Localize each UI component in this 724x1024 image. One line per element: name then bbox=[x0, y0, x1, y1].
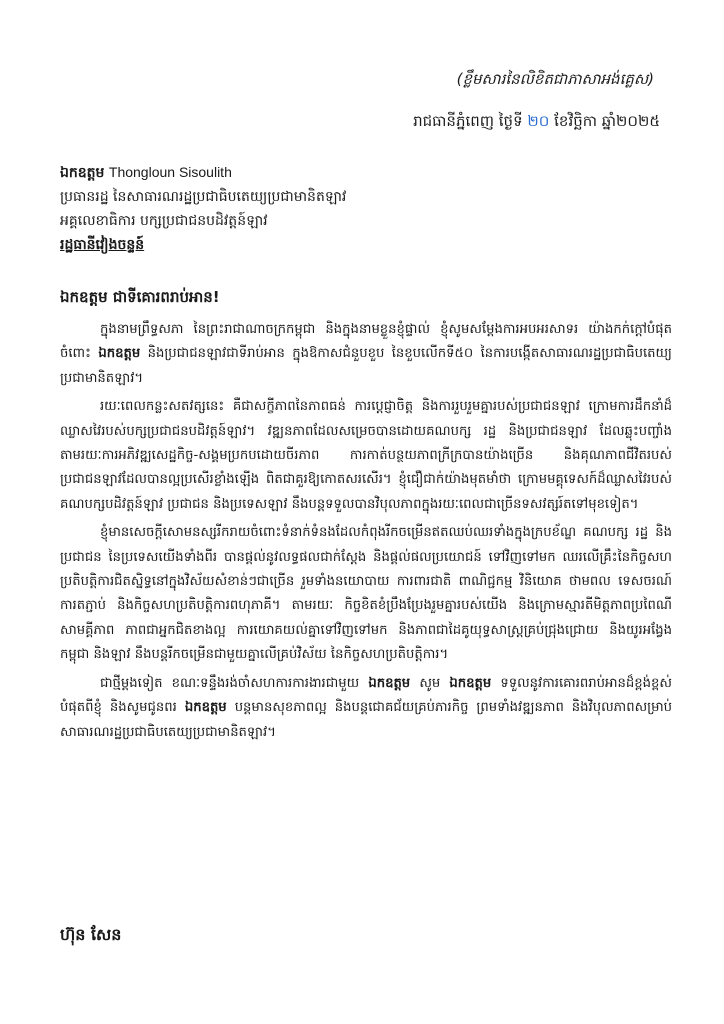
p1-text-b: និងប្រជាជនឡាវជាទីរាប់អាន ក្នុងឱកាសជំនួបខួប នៃខួបលើកទី៥០ នៃការបង្កើតសាធារណរដ្ឋប្រជាធិបតេយ្យប្រជាមានិតឡាវ។ bbox=[60, 346, 672, 386]
recipient-honorific: ឯកឧត្តម bbox=[60, 165, 105, 181]
translation-note: (ខ្លឹមសារនៃលិខិតជាភាសាអង់គ្លេស) bbox=[456, 70, 654, 88]
paragraph-3: ខ្ញុំមានសេចក្តីសោមនស្សរីករាយចំពោះទំនាក់ទំនងដែលកំពុងរីកចម្រើនឥតឈប់ឈរទាំងក្នុងក្របខ័ណ្ឌ គណបក្ស រដ្ឋ និងប្រជាជន នៃប្រទេសយើងទាំងពីរ បានផ្តល់នូវលទ្ធផលជាក់ស្តែង និងផ្តល់ផលប្រយោជន៍ ទៅវិញទៅមក ឈរលើគ្រឹះនៃកិច្ចសហប្រតិបត្តិការជិតស្និទ្ធនៅក្នុងវិស័យសំខាន់ៗជាច្រើន រួមទាំងនយោបាយ ការពារជាតិ ពាណិជ្ជកម្ម វិនិយោគ ថាមពល ទេសចរណ៍ ការតភ្ជាប់ និងកិច្ចសហប្រតិបត្តិការពហុភាគី។ តាមរយៈ កិច្ចខិតខំប្រឹងប្រែងរួមគ្នារបស់យើង និងក្រោមស្មារតីមិត្តភាពប្រពៃណី សាមគ្គីភាព ភាពជាអ្នកជិតខាងល្អ ការយោគយល់គ្នាទៅវិញទៅមក និងភាពជាដៃគូយុទ្ធសាស្ត្រគ្រប់ជ្រុងជ្រោយ និងយូរអង្វែង កម្ពុជា និងឡាវ នឹងបន្តរីកចម្រើនជាមួយគ្នាលើគ្រប់វិស័យ នៃកិច្ចសហប្រតិបត្តិការ។ bbox=[60, 525, 672, 663]
p1-text-a: ក្នុងនាមព្រឹទ្ធសភា នៃព្រះរាជាណាចក្រកម្ពុជា និងក្នុងនាមខ្លួនខ្ញុំផ្ទាល់ ខ្ញុំសូមសម្តែងការអបអរសាទរ យ៉ាងកក់ក្តៅបំផុតចំពោះ bbox=[60, 322, 672, 362]
recipient-title-1: ប្រធានរដ្ឋ នៃសាធារណរដ្ឋប្រជាធិបតេយ្យប្រជាមានិតឡាវ bbox=[60, 189, 347, 205]
date-prefix: រាជធានីភ្នំពេញ ថ្ងៃទី bbox=[413, 112, 523, 130]
recipient-block bbox=[60, 160, 670, 257]
date-line bbox=[413, 112, 660, 134]
date-day: ២០ bbox=[527, 112, 550, 130]
p4-text-a: ជាថ្មីម្តងទៀត ខណៈទន្ទឹងរង់ចាំសហការការងារជាមួយ bbox=[100, 675, 360, 691]
p4-bold-1: ឯកឧត្តម bbox=[368, 675, 411, 691]
p4-text-c: ទទួលនូវការគោរពរាប់អានដ៏ខ្ពង់ខ្ពស់បំផុតពីខ្ញុំ និងសូមជូនពរ bbox=[60, 675, 672, 716]
recipient-city: រដ្ឋធានីវៀងចន្ទន៍ bbox=[60, 237, 145, 253]
letter-body bbox=[60, 318, 672, 749]
recipient-name-line bbox=[60, 160, 670, 185]
p4-text-d: បន្តមានសុខភាពល្អ និងបន្តជោគជ័យគ្រប់ភារកិច្ច ព្រមទាំងវឌ្ឍនភាព និងវិបុលភាពសម្រាប់សាធារណរដ្ឋប្រជាធិបតេយ្យប្រជាមានិតឡាវ។ bbox=[60, 700, 672, 740]
paragraph-2: រយៈពេលកន្លះសតវត្សនេះ គឺជាសក្ខីភាពនៃភាពធន់ ការប្តេជ្ញាចិត្ត និងការរួបរួមគ្នារបស់ប្រជាជនឡាវ ក្រោមការដឹកនាំដ៏ឈ្លាសវៃរបស់បក្សប្រជាជនបដិវត្តន៍ឡាវ។ វឌ្ឍនភាពដែលសម្រេចបានដោយគណបក្ស រដ្ឋ និងប្រជាជនឡាវ ដែលឆ្លុះបញ្ចាំងតាមរយៈការអភិវឌ្ឍសេដ្ឋកិច្ច-សង្គមប្រកបដោយចីរភាព ការកាត់បន្ថយភាពក្រីក្របានយ៉ាងច្រើន និងគុណភាពជីវិតរបស់ប្រជាជនឡាវដែលបានល្អប្រសើរខ្លាំងឡើង ពិតជាគួរឱ្យកោតសរសើរ។ ខ្ញុំជឿជាក់យ៉ាងមុតមាំថា ក្រោមមគ្គុទេសក៍ដ៏ឈ្លាសវៃរបស់គណបក្សបដិវត្តន៍ឡាវ ប្រជាជន និងប្រទេសឡាវ នឹងបន្តទទួលបានវិបុលភាពក្នុងរយៈពេលជាច្រើនទសវត្សរ៍តទៅមុខទៀត។ bbox=[60, 399, 672, 512]
signature: ហ៊ុន សែន bbox=[60, 925, 122, 944]
recipient-title-2: អគ្គលេខាធិការ បក្សប្រជាជនបដិវត្តន៍ឡាវ bbox=[60, 213, 268, 229]
p4-text-b: សូម bbox=[419, 675, 441, 691]
date-suffix: ខែវិច្ឆិកា ឆ្នាំ២០២៥ bbox=[554, 112, 660, 130]
p4-bold-3: ឯកឧត្តម bbox=[184, 700, 227, 716]
paragraph-4 bbox=[60, 672, 672, 745]
salutation: ឯកឧត្តម ជាទីគោរពរាប់អាន! bbox=[60, 288, 220, 306]
p4-bold-2: ឯកឧត្តម bbox=[449, 675, 492, 691]
p1-bold: ឯកឧត្តម bbox=[98, 346, 141, 362]
paragraph-1 bbox=[60, 318, 672, 391]
recipient-name: Thongloun Sisoulith bbox=[108, 164, 232, 180]
